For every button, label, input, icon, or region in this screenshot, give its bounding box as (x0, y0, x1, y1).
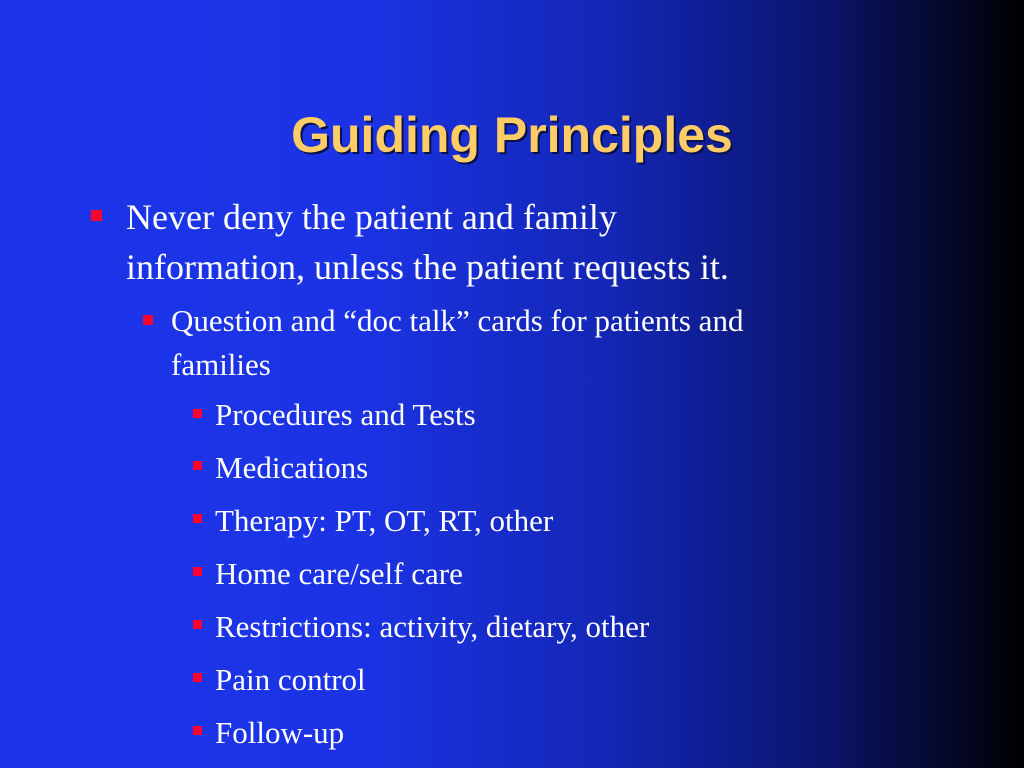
list-item: Restrictions: activity, dietary, other (215, 609, 650, 644)
bullet-marker-level1 (91, 210, 102, 221)
list-item: Pain control (215, 662, 366, 697)
list-item: Follow-up (215, 715, 345, 750)
list-item: Therapy: PT, OT, RT, other (215, 503, 554, 538)
list-item: Procedures and Tests (215, 397, 476, 432)
bullet-text-level1-line2: information, unless the patient requests it. (126, 247, 729, 287)
list-item: Home care/self care (215, 556, 463, 591)
list-item: Medications (215, 450, 369, 485)
bullet-text-level2-line2: families (171, 347, 271, 382)
bullet-text-level1-line1: Never deny the patient and family (126, 197, 617, 237)
bullet-marker-level3 (193, 726, 202, 735)
bullet-marker-level3 (193, 461, 202, 470)
bullet-marker-level3 (193, 514, 202, 523)
bullet-marker-level3 (193, 409, 202, 418)
slide-title: Guiding Principles (291, 107, 733, 163)
bullet-marker-level3 (193, 673, 202, 682)
bullet-marker-level3 (193, 567, 202, 576)
bullet-marker-level2 (143, 315, 153, 325)
bullet-text-level2-line1: Question and “doc talk” cards for patients and (171, 303, 744, 338)
bullet-marker-level3 (193, 620, 202, 629)
